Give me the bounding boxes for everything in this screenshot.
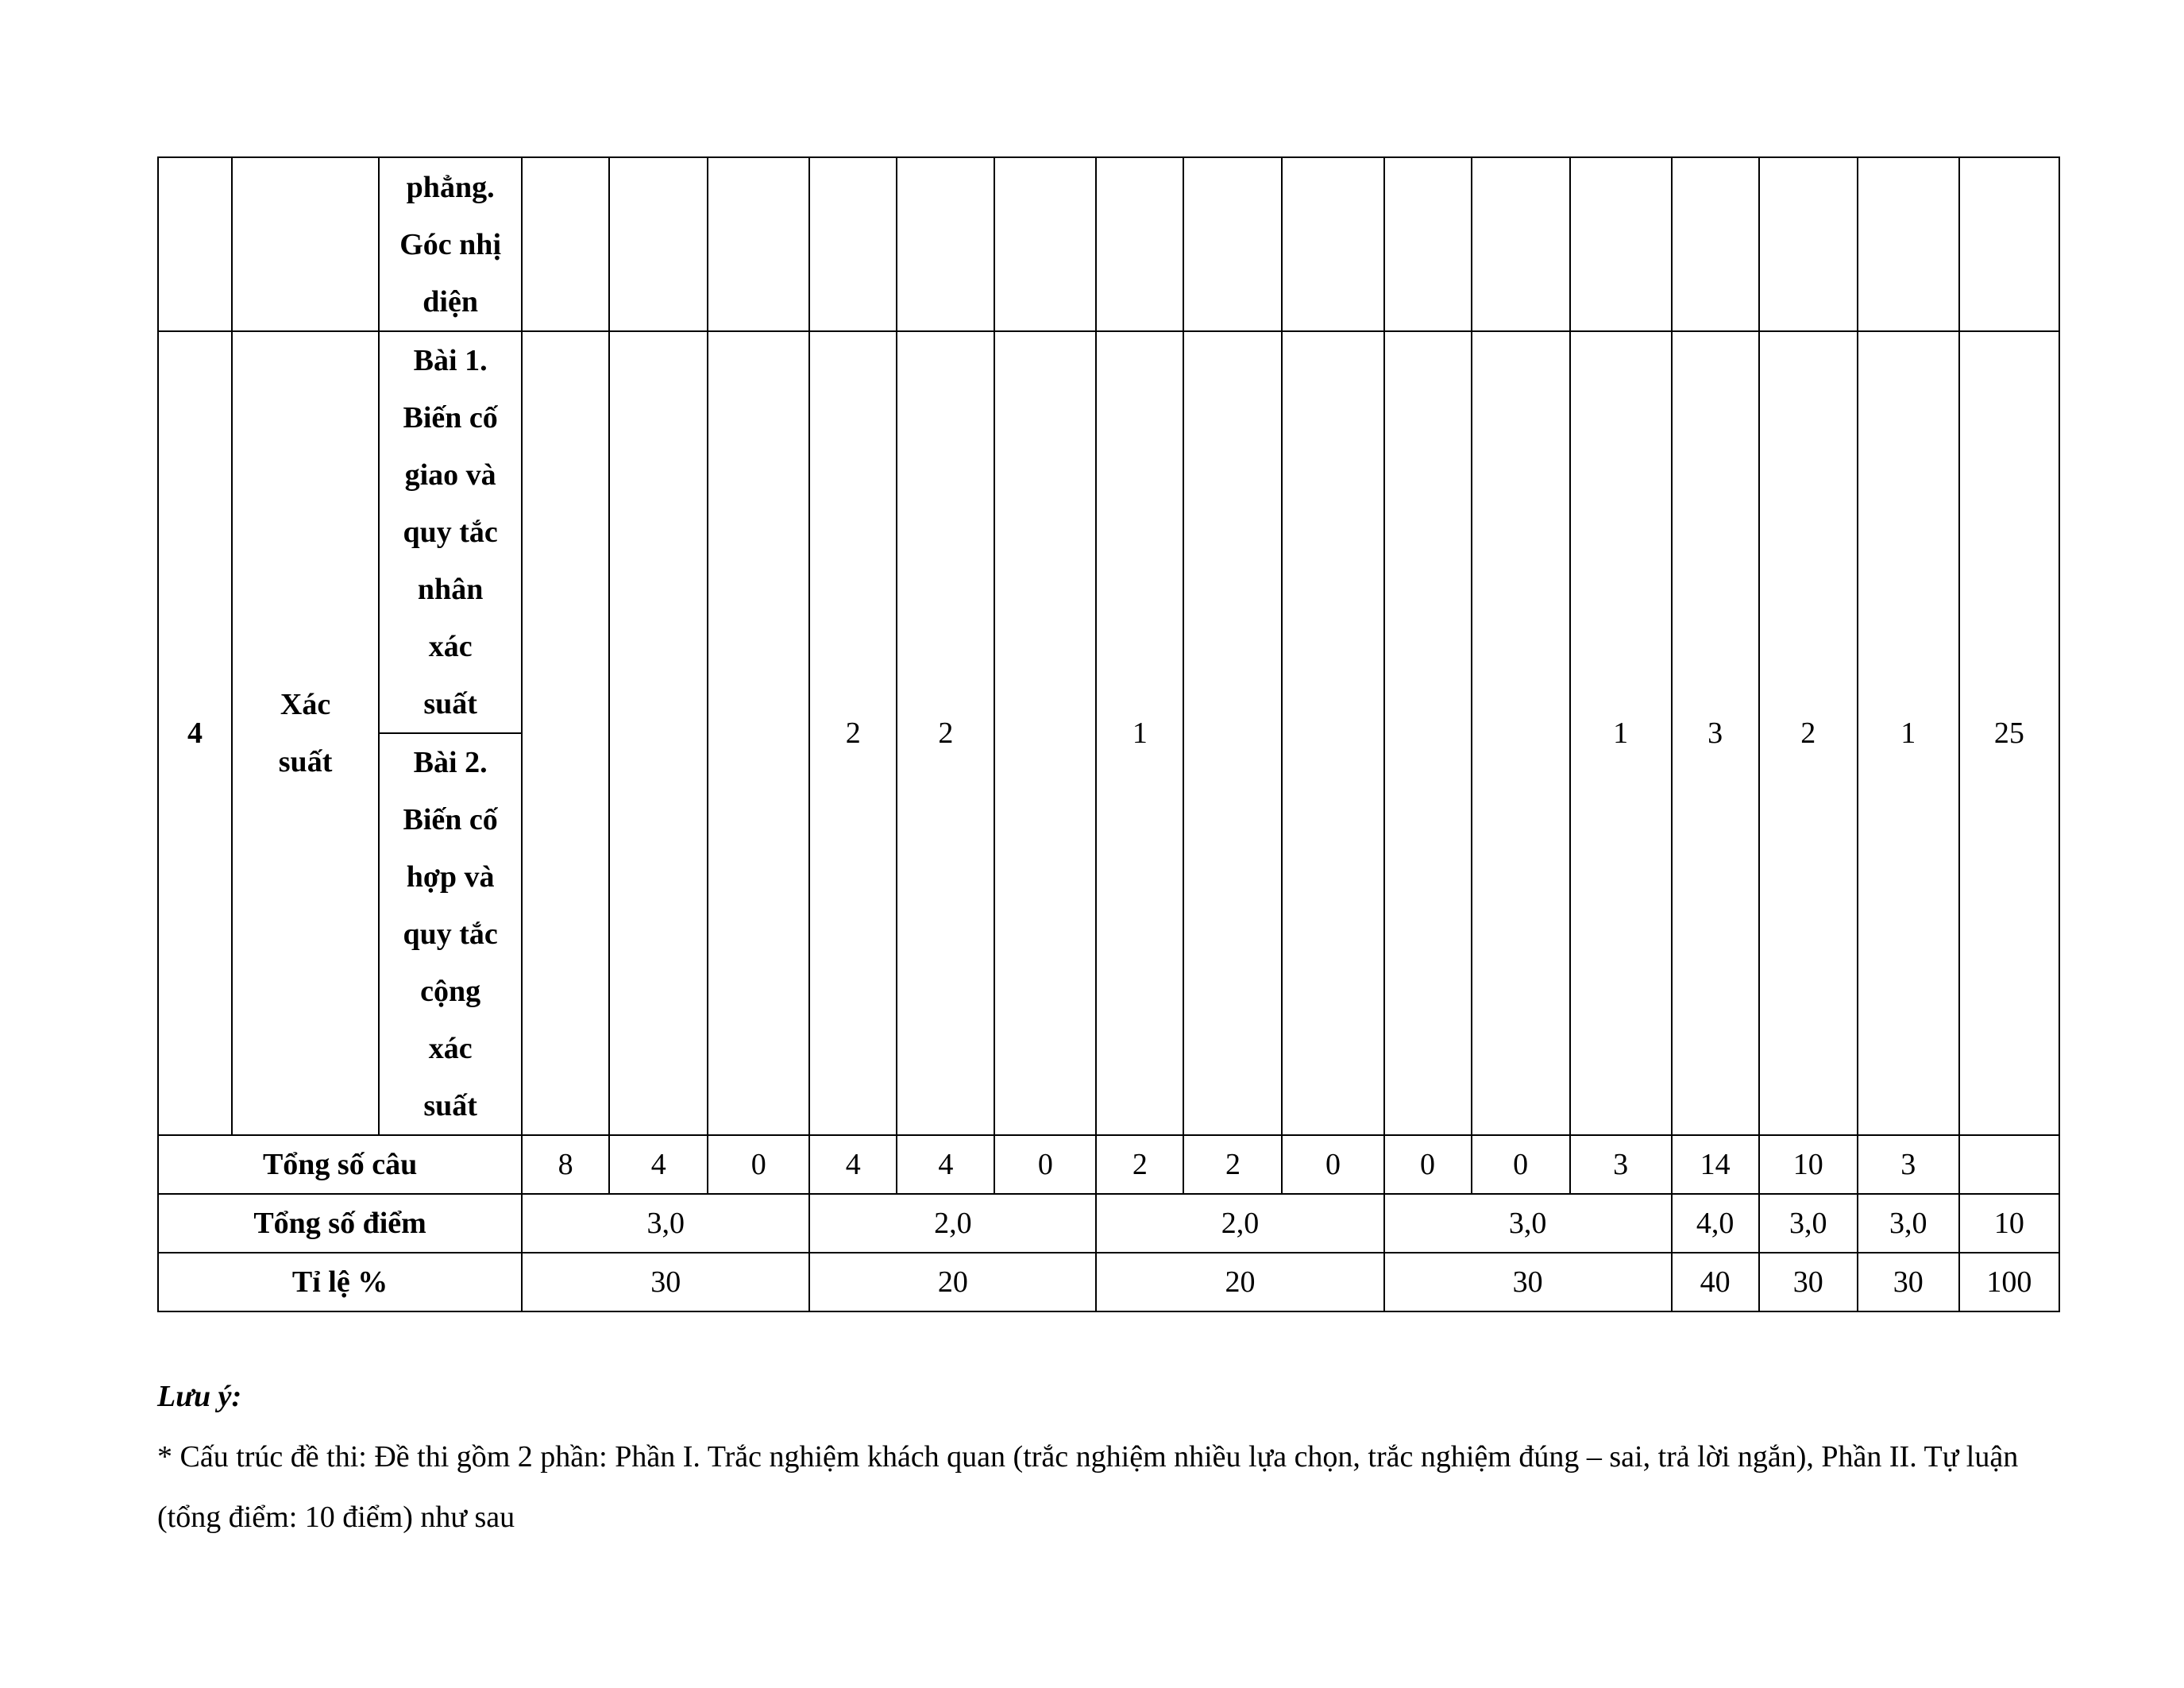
- lesson-1-line: giao và: [404, 458, 496, 492]
- lesson-2-line: hợp và: [406, 860, 495, 894]
- lesson-2-line: cộng: [420, 975, 481, 1008]
- lesson-1-cell: [379, 331, 522, 733]
- topic-4-value: 2: [1759, 331, 1858, 1135]
- prev-lesson-line: phẳng.: [406, 170, 495, 204]
- total-points-group: 3,0: [522, 1194, 809, 1253]
- total-questions-value: [1959, 1135, 2059, 1194]
- total-points-value: 10: [1959, 1194, 2059, 1253]
- lesson-1-line: xác: [428, 630, 473, 663]
- total-points-value: 3,0: [1759, 1194, 1858, 1253]
- total-questions-value: 4: [897, 1135, 994, 1194]
- total-questions-value: 4: [609, 1135, 708, 1194]
- ratio-group: 20: [809, 1253, 1096, 1311]
- prev-lesson-line: diện: [423, 284, 478, 319]
- prev-value-cell: [1384, 157, 1472, 331]
- ratio-group: 30: [522, 1253, 809, 1311]
- total-questions-label: Tổng số câu: [158, 1135, 522, 1194]
- prev-value-cell: [1282, 157, 1383, 331]
- total-questions-value: 14: [1672, 1135, 1759, 1194]
- total-points-group: 2,0: [809, 1194, 1096, 1253]
- prev-value-cell: [1759, 157, 1858, 331]
- exam-matrix-table: [157, 156, 2060, 1312]
- topic-4-value: [522, 331, 609, 1135]
- ratio-label: Tỉ lệ %: [158, 1253, 522, 1311]
- total-questions-value: 2: [1096, 1135, 1183, 1194]
- lesson-2-line: xác: [428, 1032, 473, 1065]
- topic-4-value: [708, 331, 809, 1135]
- ratio-value: 30: [1759, 1253, 1858, 1311]
- total-questions-value: 2: [1183, 1135, 1282, 1194]
- ratio-value: 30: [1858, 1253, 1959, 1311]
- total-points-label: Tổng số điểm: [158, 1194, 522, 1253]
- total-questions-value: 0: [1472, 1135, 1570, 1194]
- total-points-value: 3,0: [1858, 1194, 1959, 1253]
- lesson-1-line: Biến cố: [403, 401, 498, 435]
- total-questions-value: 0: [708, 1135, 809, 1194]
- total-points-group: 2,0: [1096, 1194, 1383, 1253]
- total-questions-value: 3: [1570, 1135, 1672, 1194]
- prev-value-cell: [522, 157, 609, 331]
- prev-value-cell: [1183, 157, 1282, 331]
- topic-4-value: 2: [897, 331, 994, 1135]
- prev-value-cell: [1570, 157, 1672, 331]
- total-questions-value: 8: [522, 1135, 609, 1194]
- topic-4-value: 3: [1672, 331, 1759, 1135]
- topic-4-value: [1384, 331, 1472, 1135]
- lesson-2-cell: [379, 733, 522, 1135]
- lesson-2-line: suất: [423, 1089, 477, 1122]
- topic-4-stt: 4: [158, 331, 232, 1135]
- lesson-2-line: Biến cố: [403, 803, 498, 836]
- lesson-1-line: quy tắc: [403, 516, 498, 549]
- prev-value-cell: [1959, 157, 2059, 331]
- topic-4-name: [232, 331, 379, 1135]
- lesson-1-line: Bài 1.: [413, 344, 488, 377]
- total-questions-value: 0: [994, 1135, 1096, 1194]
- ratio-group: 20: [1096, 1253, 1383, 1311]
- lesson-2-line: Bài 2.: [413, 746, 488, 779]
- ratio-row: [158, 1253, 2059, 1311]
- prev-lesson-cell: [379, 157, 522, 331]
- topic-4-value: 2: [809, 331, 897, 1135]
- total-points-group: 3,0: [1384, 1194, 1672, 1253]
- topic-4-value: [609, 331, 708, 1135]
- prev-value-cell: [609, 157, 708, 331]
- note-section: [157, 1366, 2063, 1547]
- prev-stt-cell: [158, 157, 232, 331]
- topic-4-name-text: Xác suất: [278, 688, 333, 778]
- ratio-value: 40: [1672, 1253, 1759, 1311]
- prev-value-cell: [897, 157, 994, 331]
- lesson-1-line: suất: [423, 687, 477, 720]
- topic-4-value: 1: [1570, 331, 1672, 1135]
- total-points-value: 4,0: [1672, 1194, 1759, 1253]
- total-points-row: [158, 1194, 2059, 1253]
- ratio-value: 100: [1959, 1253, 2059, 1311]
- total-questions-value: 0: [1384, 1135, 1472, 1194]
- topic-4-value: 1: [1858, 331, 1959, 1135]
- prev-topic-row: [158, 157, 2059, 331]
- topic-4-value: [1472, 331, 1570, 1135]
- topic-4-value: 25: [1959, 331, 2059, 1135]
- prev-value-cell: [1096, 157, 1183, 331]
- prev-value-cell: [1472, 157, 1570, 331]
- ratio-group: 30: [1384, 1253, 1672, 1311]
- prev-topic-cell: [232, 157, 379, 331]
- total-questions-value: 0: [1282, 1135, 1383, 1194]
- prev-value-cell: [1672, 157, 1759, 331]
- prev-value-cell: [809, 157, 897, 331]
- topic-4-value: [994, 331, 1096, 1135]
- prev-value-cell: [1858, 157, 1959, 331]
- total-questions-value: 3: [1858, 1135, 1959, 1194]
- prev-lesson-line: Góc nhị: [399, 227, 501, 261]
- prev-value-cell: [994, 157, 1096, 331]
- topic-4-value: [1282, 331, 1383, 1135]
- prev-value-cell: [708, 157, 809, 331]
- lesson-2-line: quy tắc: [403, 917, 498, 951]
- total-questions-value: 10: [1759, 1135, 1858, 1194]
- note-text: * Cấu trúc đề thi: Đề thi gồm 2 phần: Phần I. Trắc nghiệm khách quan (trắc nghiệm nhiều lựa chọn, trắc nghiệm đúng – sai, trả lời ngắn), Phần II. Tự luận (tổng điểm: 10 điểm) như sau: [157, 1440, 2019, 1534]
- total-questions-row: [158, 1135, 2059, 1194]
- total-questions-value: 4: [809, 1135, 897, 1194]
- topic-4-value: [1183, 331, 1282, 1135]
- note-title: Lưu ý:: [157, 1380, 242, 1413]
- topic-4-row: [158, 331, 2059, 733]
- topic-4-value: 1: [1096, 331, 1183, 1135]
- lesson-1-line: nhân: [417, 573, 484, 606]
